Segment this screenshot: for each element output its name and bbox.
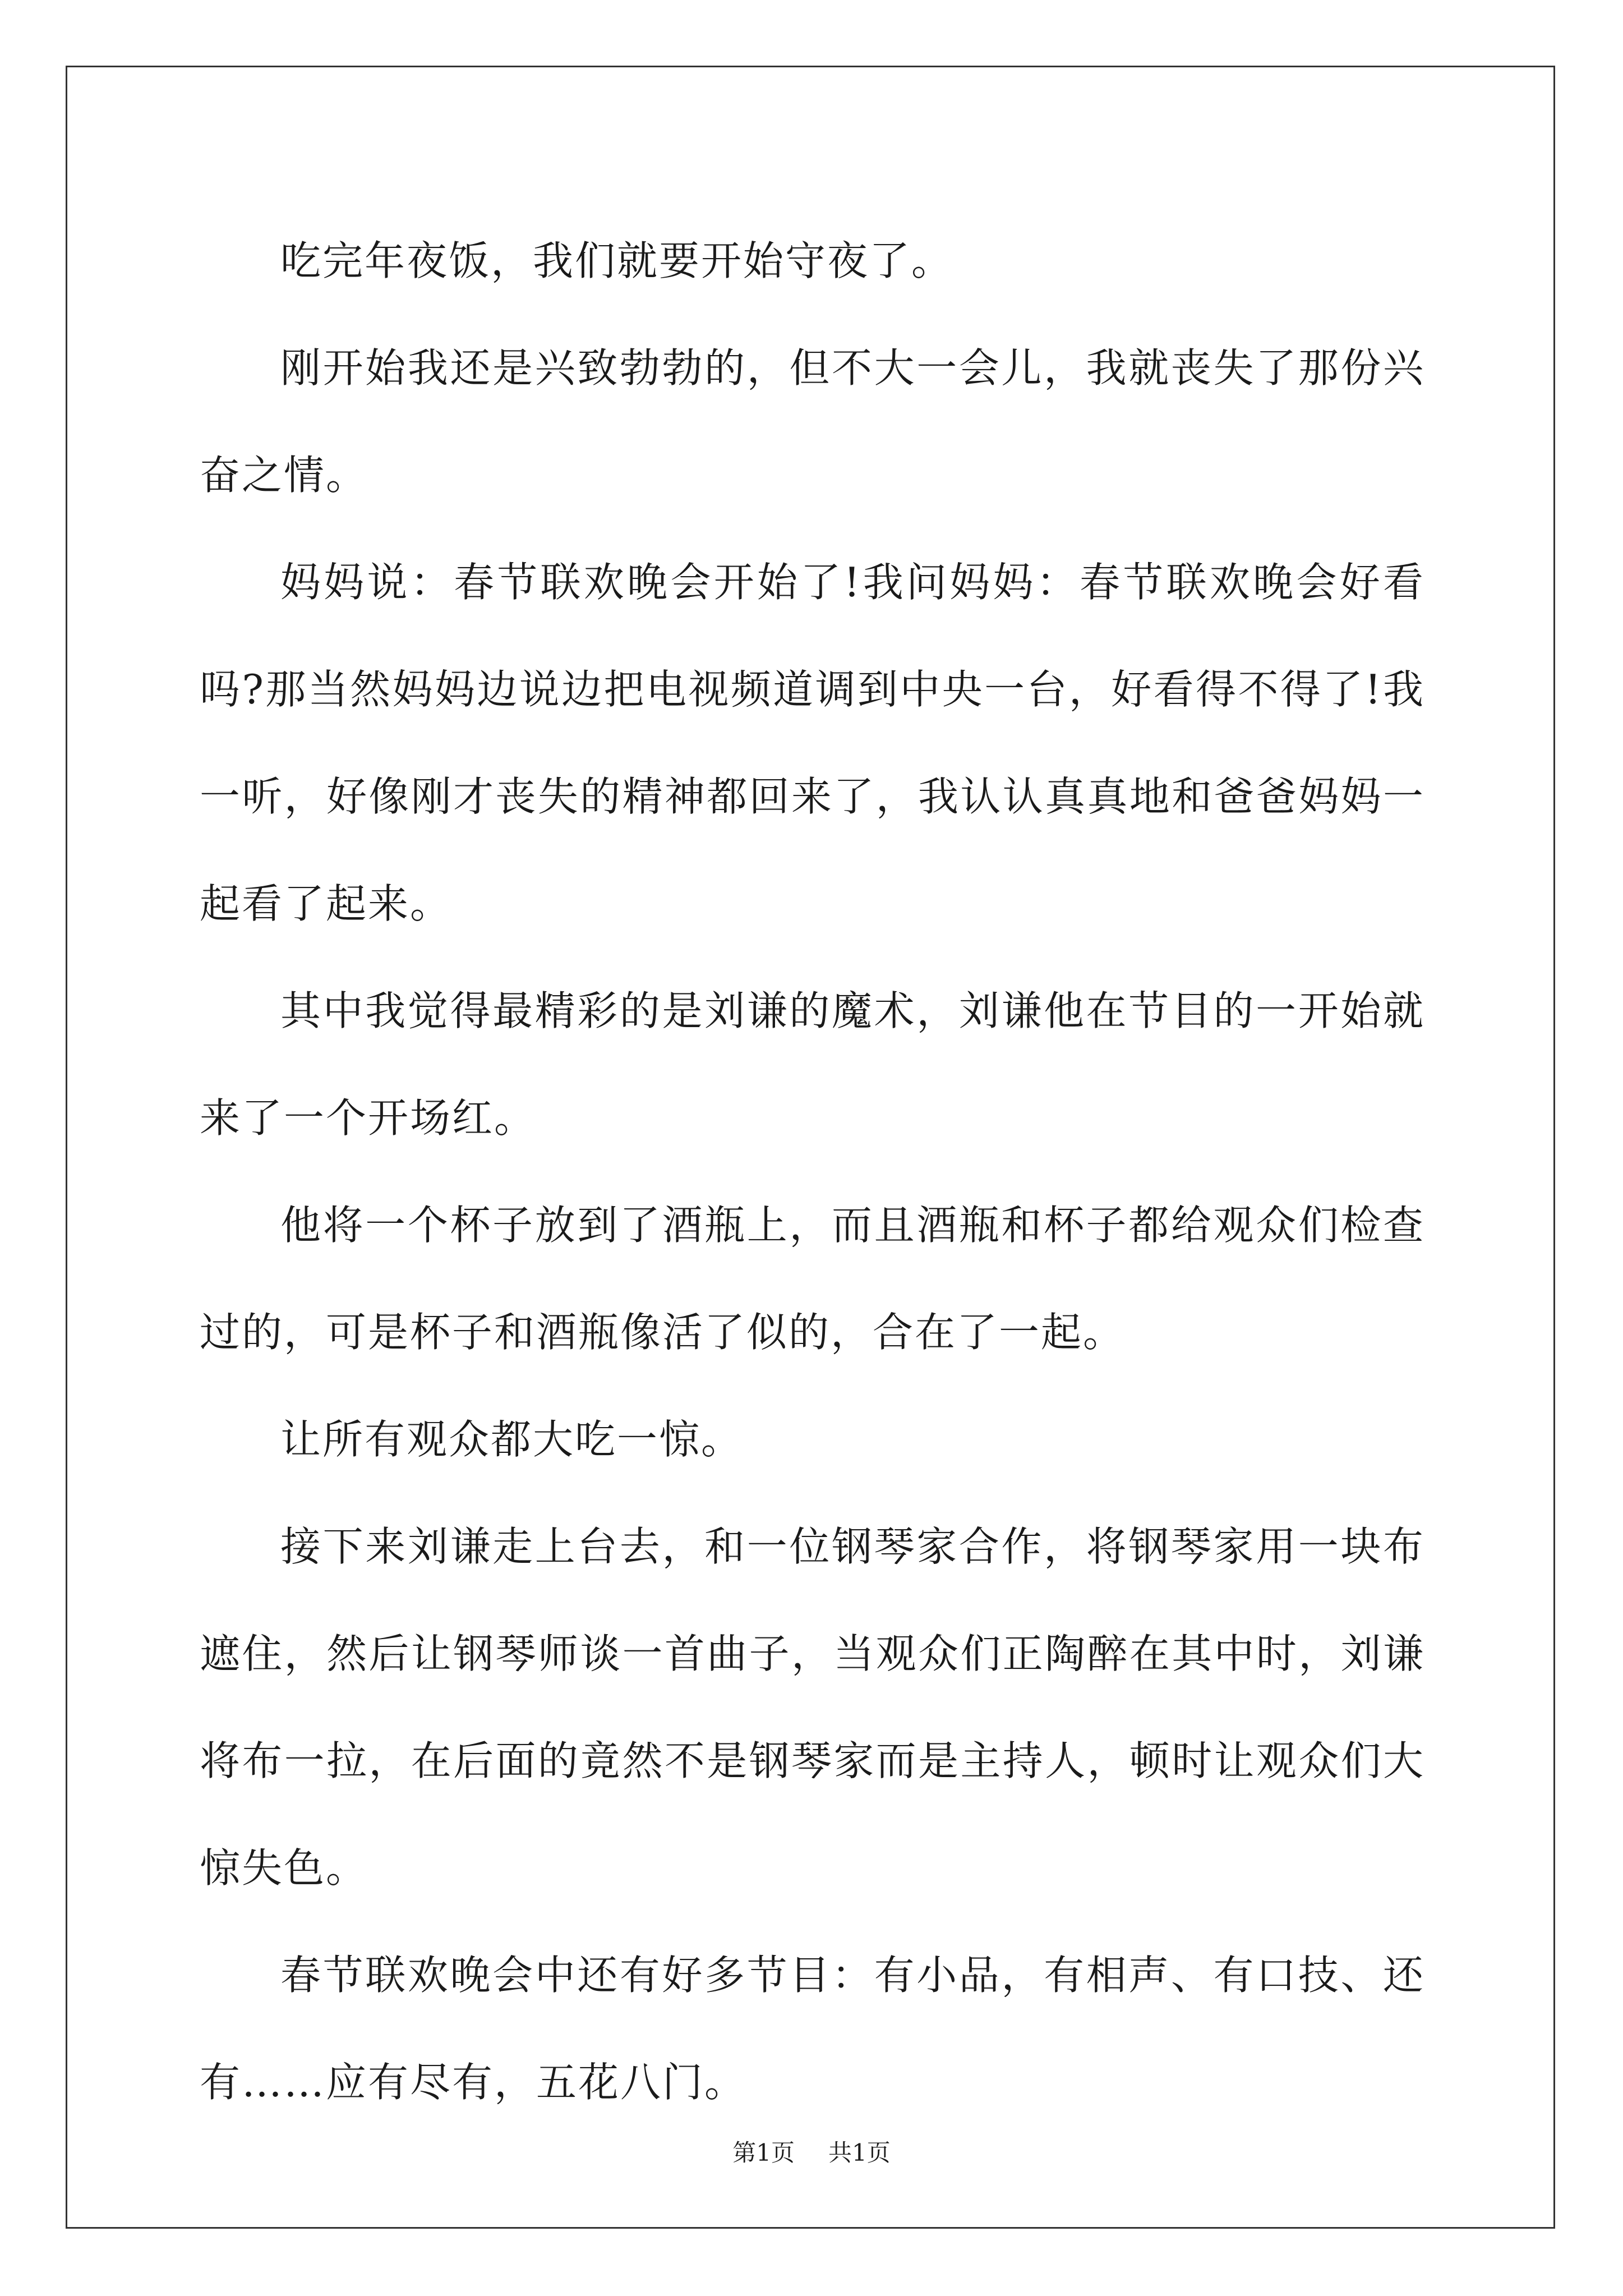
paragraph: 春节联欢晚会中还有好多节目：有小品，有相声、有口技、还有……应有尽有，五花八门。	[200, 1952, 1425, 2106]
paragraph: 刚开始我还是兴致勃勃的，但不大一会儿，我就丧失了那份兴奋之情。	[200, 344, 1425, 499]
paragraph: 其中我觉得最精彩的是刘谦的魔术，刘谦他在节目的一开始就来了一个开场红。	[200, 987, 1425, 1142]
paragraph: 妈妈说：春节联欢晚会开始了!我问妈妈：春节联欢晚会好看吗?那当然妈妈边说边把电视频道调到中央一台，好看得不得了!我一听，好像刚才丧失的精神都回来了，我认认真真地和爸爸妈妈一起看了起来。	[200, 559, 1425, 927]
paragraph: 他将一个杯子放到了酒瓶上，而且酒瓶和杯子都给观众们检查过的，可是杯子和酒瓶像活了似的，合在了一起。	[200, 1202, 1425, 1356]
page-total: 共1页	[828, 2139, 891, 2166]
paragraph: 让所有观众都大吃一惊。	[280, 1416, 744, 1463]
document-body	[200, 208, 1425, 2136]
page-footer	[0, 2136, 1623, 2170]
paragraph: 接下来刘谦走上台去，和一位钢琴家合作，将钢琴家用一块布遮住，然后让钢琴师谈一首曲子，当观众们正陶醉在其中时，刘谦将布一拉，在后面的竟然不是钢琴家而是主持人，顿时让观众们大惊失色。	[200, 1523, 1425, 1892]
page-number: 第1页	[732, 2139, 795, 2166]
paragraph: 吃完年夜饭，我们就要开始守夜了。	[280, 237, 954, 284]
